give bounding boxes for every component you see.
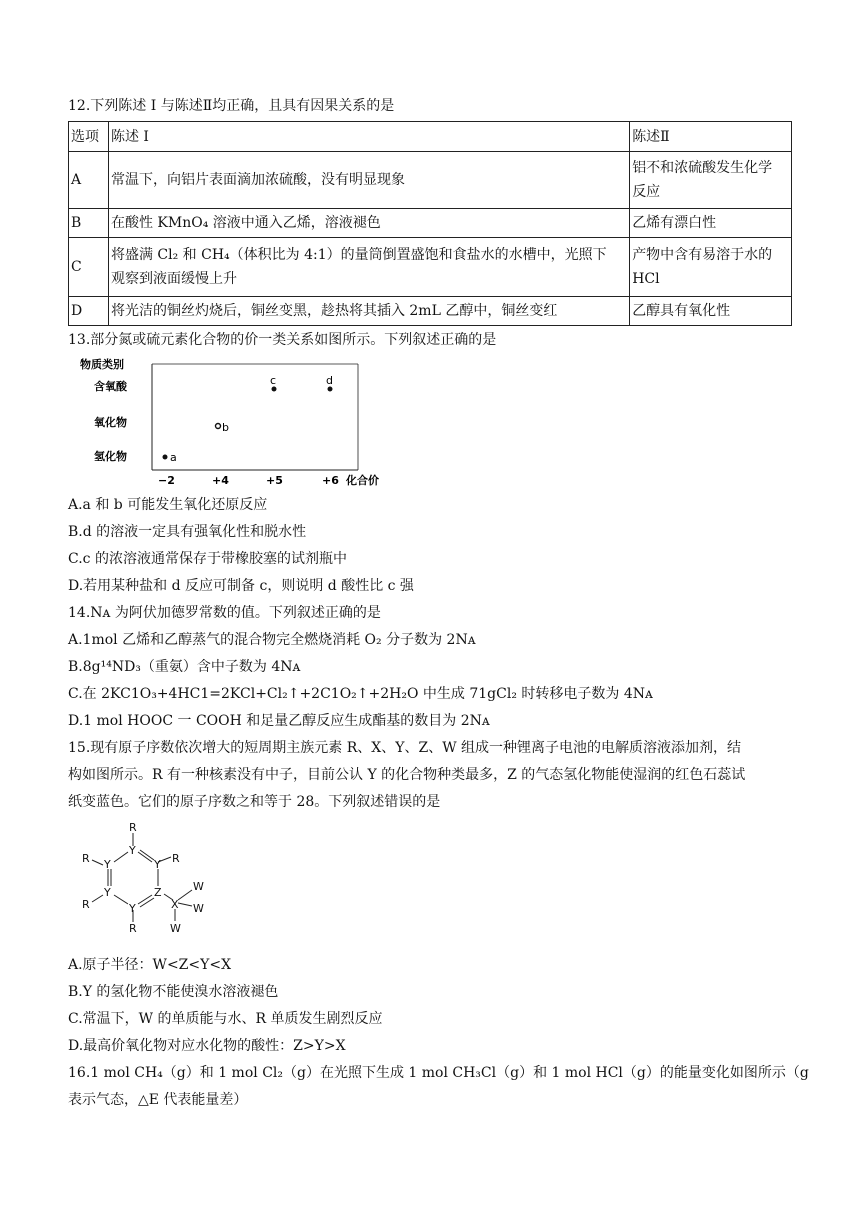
atom-label: W <box>193 902 204 915</box>
row-statement-2-line-2: 反应 <box>632 184 661 200</box>
q13-option-b: B.d 的溶液一定具有强氧化性和脱水性 <box>68 524 307 540</box>
atom-label: W <box>193 880 204 893</box>
x-axis-title: 化合价 <box>346 474 379 487</box>
point-label: c <box>270 374 277 387</box>
row-statement-1-line-2: 观察到液面缓慢上升 <box>110 271 237 287</box>
q12-table <box>68 121 792 326</box>
y-tick-label: 氧化物 <box>94 416 127 429</box>
q15-option-b: B.Y 的氢化物不能使溴水溶液褪色 <box>68 984 279 1000</box>
q13-option-c: C.c 的浓溶液通常保存于带橡胶塞的试剂瓶中 <box>68 551 347 567</box>
point-label: a <box>170 451 177 464</box>
x-tick-label: −2 <box>158 474 175 487</box>
atom-label: R <box>129 922 137 935</box>
header-option: 选项 <box>69 122 109 152</box>
row-statement-2-line-2: HCl <box>632 271 660 287</box>
atom-label: Y <box>154 858 161 871</box>
row-statement-2-line-1: 铝不和浓硫酸发生化学 <box>632 160 773 176</box>
data-point-d <box>328 387 333 392</box>
q13-option-a: A.a 和 b 可能发生氧化还原反应 <box>68 497 268 513</box>
table-header-row <box>69 122 792 152</box>
atom-label: R <box>82 852 90 865</box>
header-statement-2: 陈述Ⅱ <box>630 122 792 152</box>
row-statement-1: 常温下，向铝片表面滴加浓硫酸，没有明显现象 <box>108 152 629 209</box>
row-option: C <box>69 238 109 297</box>
q16-stem-line-2: 表示气态，△E 代表能量差） <box>68 1092 248 1108</box>
y-tick-label: 氢化物 <box>94 450 127 463</box>
q13-stem: 13.部分氮或硫元素化合物的价一类关系如图所示。下列叙述正确的是 <box>68 332 497 348</box>
row-statement-2: 乙烯有漂白性 <box>630 209 792 238</box>
table-row <box>69 238 792 297</box>
data-point-c <box>272 387 277 392</box>
row-option: D <box>69 297 109 326</box>
q15-option-c: C.常温下，W 的单质能与水、R 单质发生剧烈反应 <box>68 1011 383 1027</box>
row-statement-2 <box>630 152 792 209</box>
q16-stem-line-1: 16.1 mol CH₄（g）和 1 mol Cl₂（g）在光照下生成 1 mol CH₃Cl（g）和 1 mol HCl（g）的能量变化如图所示（g <box>68 1065 809 1081</box>
molecular-structure-diagram <box>78 820 228 940</box>
row-statement-1 <box>108 238 629 297</box>
atom-label: W <box>170 922 181 935</box>
q14-option-a: A.1mol 乙烯和乙醇蒸气的混合物完全燃烧消耗 O₂ 分子数为 2Nᴀ <box>68 632 476 648</box>
q14-option-d: D.1 mol HOOC 一 COOH 和足量乙醇反应生成酯基的数目为 2Nᴀ <box>68 713 490 729</box>
q14-stem: 14.Nᴀ 为阿伏加德罗常数的值。下列叙述正确的是 <box>68 605 381 621</box>
atom-label: Y <box>104 858 111 871</box>
table-row <box>69 152 792 209</box>
row-statement-2-line-1: 产物中含有易溶于水的 <box>632 247 773 263</box>
table-row <box>69 209 792 238</box>
q15-stem-line-3: 纸变蓝色。它们的原子序数之和等于 28。下列叙述错误的是 <box>68 794 441 810</box>
row-option: B <box>69 209 109 238</box>
data-point-a <box>163 455 168 460</box>
atom-label: X <box>171 898 179 911</box>
atom-label: R <box>82 898 90 911</box>
table-row <box>69 297 792 326</box>
row-statement-1: 将光洁的铜丝灼烧后，铜丝变黑，趁热将其插入 2mL 乙醇中，铜丝变红 <box>108 297 629 326</box>
data-point-b <box>216 424 221 429</box>
q14-option-c: C.在 2KC1O₃+4HC1=2KCl+Cl₂↑+2C1O₂↑+2H₂O 中生成 71gCl₂ 时转移电子数为 4Nᴀ <box>68 686 653 702</box>
row-option: A <box>69 152 109 209</box>
q15-stem-line-2: 构如图所示。R 有一种核素没有中子，目前公认 Y 的化合物种类最多，Z 的气态氢化物能使湿润的红色石蕊试 <box>68 767 746 783</box>
x-tick-label: +4 <box>212 474 229 487</box>
row-statement-2 <box>630 238 792 297</box>
q12-stem: 12.下列陈述 I 与陈述Ⅱ均正确，且具有因果关系的是 <box>68 98 395 114</box>
point-label: b <box>222 421 229 434</box>
q15-stem-line-1: 15.现有原子序数依次增大的短周期主族元素 R、X、Y、Z、W 组成一种锂离子电池的电解质溶液添加剂，结 <box>68 740 742 756</box>
atom-label: Z <box>154 886 162 899</box>
atom-label: R <box>129 821 137 834</box>
valence-class-chart <box>72 356 392 492</box>
q15-option-d: D.最高价氧化物对应水化物的酸性：Z>Y>X <box>68 1038 346 1054</box>
x-tick-label: +5 <box>266 474 283 487</box>
atom-label: R <box>172 852 180 865</box>
q13-option-d: D.若用某种盐和 d 反应可制备 c，则说明 d 酸性比 c 强 <box>68 578 414 594</box>
q15-option-a: A.原子半径：W<Z<Y<X <box>68 957 232 973</box>
header-statement-1: 陈述 I <box>108 122 629 152</box>
atom-label: Y <box>104 886 111 899</box>
row-statement-1: 在酸性 KMnO₄ 溶液中通入乙烯，溶液褪色 <box>108 209 629 238</box>
row-statement-2: 乙醇具有氧化性 <box>630 297 792 326</box>
y-tick-label: 含氧酸 <box>94 380 127 393</box>
row-statement-1-line-1: 将盛满 Cl₂ 和 CH₄（体积比为 4:1）的量筒倒置盛饱和食盐水的水槽中，光照下 <box>110 247 607 263</box>
q14-option-b: B.8g¹⁴ND₃（重氨）含中子数为 4Nᴀ <box>68 659 301 675</box>
point-label: d <box>326 374 333 387</box>
y-axis-title: 物质类别 <box>80 358 124 371</box>
x-tick-label: +6 <box>322 474 339 487</box>
atom-label: Y <box>129 902 136 915</box>
atom-label: Y <box>129 844 136 857</box>
